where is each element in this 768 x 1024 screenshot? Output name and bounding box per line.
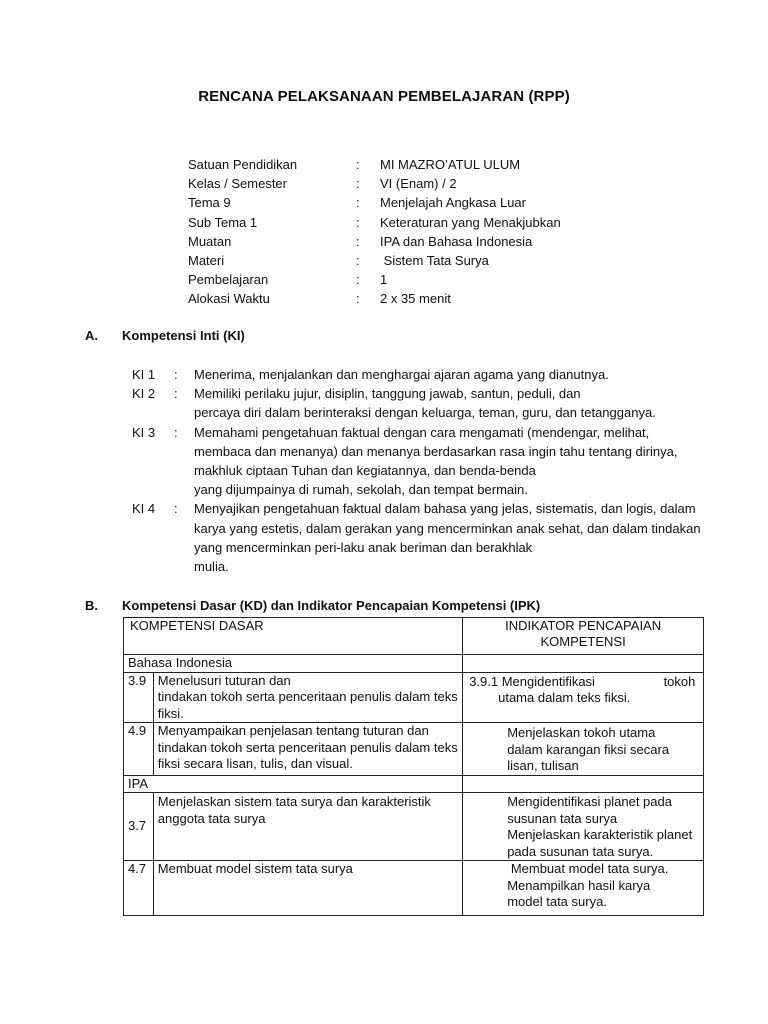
header-ipk-line: KOMPETENSI — [540, 634, 626, 649]
table-row — [124, 672, 704, 723]
kd-line: Menjelaskan sistem tata surya dan karakteristik — [157, 794, 431, 809]
kd-number: 3.7 — [124, 793, 154, 861]
kd-line: Menyampaikan penjelasan tentang tuturan dan — [157, 723, 429, 738]
ki-line: Memahami pengetahuan faktual dengan cara mengamati (mendengar, melihat, — [194, 424, 650, 440]
info-label: Sub Tema 1 — [188, 214, 258, 230]
group-row — [124, 655, 704, 673]
ki-text — [194, 365, 692, 384]
info-colon: : — [356, 272, 360, 288]
section-title: Kompetensi Dasar (KD) dan Indikator Pencapaian Kompetensi (IPK) — [122, 598, 541, 613]
ki-code: KI 2 — [132, 386, 156, 402]
ki-line: Menerima, menjalankan dan menghargai ajaran agama yang dianutnya. — [194, 367, 609, 382]
ipk-line: Menjelaskan karakteristik planet — [507, 827, 693, 842]
ipk-line: Membuat model tata surya. — [507, 861, 669, 876]
info-value: Menjelajah Angkasa Luar — [380, 195, 526, 211]
table-row — [124, 861, 704, 916]
kd-line: fiksi secara lisan, tulis, dan visual. — [157, 756, 353, 771]
info-colon: : — [356, 233, 360, 249]
ki-code: KI 3 — [132, 424, 156, 440]
ki-item — [132, 423, 692, 500]
info-label: Muatan — [188, 233, 232, 249]
kd-number: 4.9 — [124, 723, 154, 776]
ki-item — [132, 499, 701, 576]
header-ipk — [463, 618, 704, 655]
ipk-line: utama dalam teks fiksi. — [469, 690, 631, 705]
info-label: Alokasi Waktu — [188, 291, 270, 307]
ipk-text — [463, 861, 704, 916]
ki-line: makhluk ciptaan Tuhan dan kegiatannya, dan benda-benda — [194, 463, 536, 479]
kd-text — [153, 723, 462, 776]
ki-line: mulia. — [194, 559, 229, 575]
ipk-line: model tata surya. — [507, 894, 607, 909]
ipk-line: Mengidentifikasi planet pada — [507, 794, 672, 809]
info-colon: : — [356, 195, 360, 211]
header-ipk-line: INDIKATOR PENCAPAIAN — [505, 618, 662, 633]
section-letter: B. — [85, 598, 98, 613]
ki-item — [132, 365, 692, 384]
section-title: Kompetensi Inti (KI) — [122, 328, 245, 343]
ki-list — [132, 365, 701, 576]
group-label: Bahasa Indonesia — [124, 655, 463, 673]
document-title: RENCANA PELAKSANAAN PEMBELAJARAN (RPP) — [198, 88, 570, 105]
info-value: MI MAZRO’ATUL ULUM — [380, 157, 521, 172]
ki-text — [194, 384, 692, 422]
info-colon: : — [356, 176, 360, 192]
info-value: VI (Enam) / 2 — [380, 176, 457, 192]
group-label: IPA — [124, 775, 463, 793]
kd-text — [153, 793, 462, 861]
info-colon: : — [356, 291, 360, 307]
info-value: IPA dan Bahasa Indonesia — [380, 233, 533, 249]
ki-line: percaya diri dalam berinteraksi dengan keluarga, teman, guru, dan tetangganya. — [194, 405, 656, 421]
ki-code: KI 4 — [132, 501, 156, 517]
kd-line: Membuat model sistem tata surya — [157, 861, 353, 876]
ipk-line: 3.9.1 Mengidentifikasi tokoh — [469, 673, 696, 689]
kd-number: 4.7 — [124, 861, 154, 916]
info-colon: : — [356, 214, 360, 230]
kd-text — [153, 672, 462, 723]
ipk-line: lisan, tulisan — [507, 758, 579, 773]
info-label: Kelas / Semester — [188, 176, 287, 192]
ki-line: Menyajikan pengetahuan faktual dalam bahasa yang jelas, sistematis, dan logis, dalam — [194, 501, 696, 517]
ki-text — [194, 499, 701, 576]
ki-code: KI 1 — [132, 367, 156, 382]
info-label: Materi — [188, 252, 225, 268]
table-header-row — [124, 618, 704, 655]
kd-ipk-table — [123, 617, 704, 916]
info-value: Keteraturan yang Menakjubkan — [380, 214, 561, 230]
kd-line: tindakan tokoh serta penceritaan penulis dalam teks — [157, 689, 458, 704]
ki-item — [132, 384, 692, 422]
info-label: Satuan Pendidikan — [188, 157, 298, 172]
table-row — [124, 793, 704, 861]
ki-colon: : — [174, 367, 178, 382]
ki-text — [194, 423, 692, 500]
info-value: Sistem Tata Surya — [380, 252, 489, 268]
kd-text — [153, 861, 462, 916]
ki-line: yang mencerminkan peri-laku anak beriman dan berakhlak — [194, 539, 533, 555]
ki-colon: : — [174, 424, 178, 440]
ki-line: yang dijumpainya di rumah, sekolah, dan tempat bermain. — [194, 482, 528, 498]
ki-line: Memiliki perilaku jujur, disiplin, tanggung jawab, santun, peduli, dan — [194, 386, 581, 402]
ipk-line: Menjelaskan tokoh utama — [507, 725, 656, 740]
ipk-text — [463, 672, 704, 723]
section-letter: A. — [85, 328, 98, 343]
info-colon: : — [356, 157, 360, 172]
info-label: Tema 9 — [188, 195, 231, 211]
group-row — [124, 775, 704, 793]
kd-line: tindakan tokoh serta penceritaan penulis dalam teks — [157, 739, 458, 755]
ki-line: karya yang estetis, dalam gerakan yang mencerminkan anak sehat, dan dalam tindakan — [194, 520, 701, 536]
info-label: Pembelajaran — [188, 272, 269, 288]
ipk-text — [463, 793, 704, 861]
kd-number: 3.9 — [124, 672, 154, 723]
info-value: 2 x 35 menit — [380, 291, 451, 307]
ki-line: membaca dan menanya) dan menanya berdasarkan rasa ingin tahu tentang dirinya, — [194, 443, 678, 459]
ki-colon: : — [174, 501, 178, 517]
ipk-line: dalam karangan fiksi secara — [507, 741, 670, 757]
ipk-text — [463, 723, 704, 776]
ipk-line: susunan tata surya — [507, 810, 618, 826]
ki-colon: : — [174, 386, 178, 402]
empty-cell — [463, 775, 704, 793]
table-row — [124, 723, 704, 776]
ipk-line: pada susunan tata surya. — [507, 843, 654, 859]
empty-cell — [463, 655, 704, 673]
header-kd: KOMPETENSI DASAR — [124, 618, 463, 655]
info-value: 1 — [380, 272, 388, 288]
kd-line: fiksi. — [157, 705, 184, 721]
kd-line: anggota tata surya — [157, 810, 266, 826]
kd-line: Menelusuri tuturan dan — [157, 672, 291, 688]
info-colon: : — [356, 252, 360, 268]
ipk-line: Menampilkan hasil karya — [507, 877, 651, 893]
